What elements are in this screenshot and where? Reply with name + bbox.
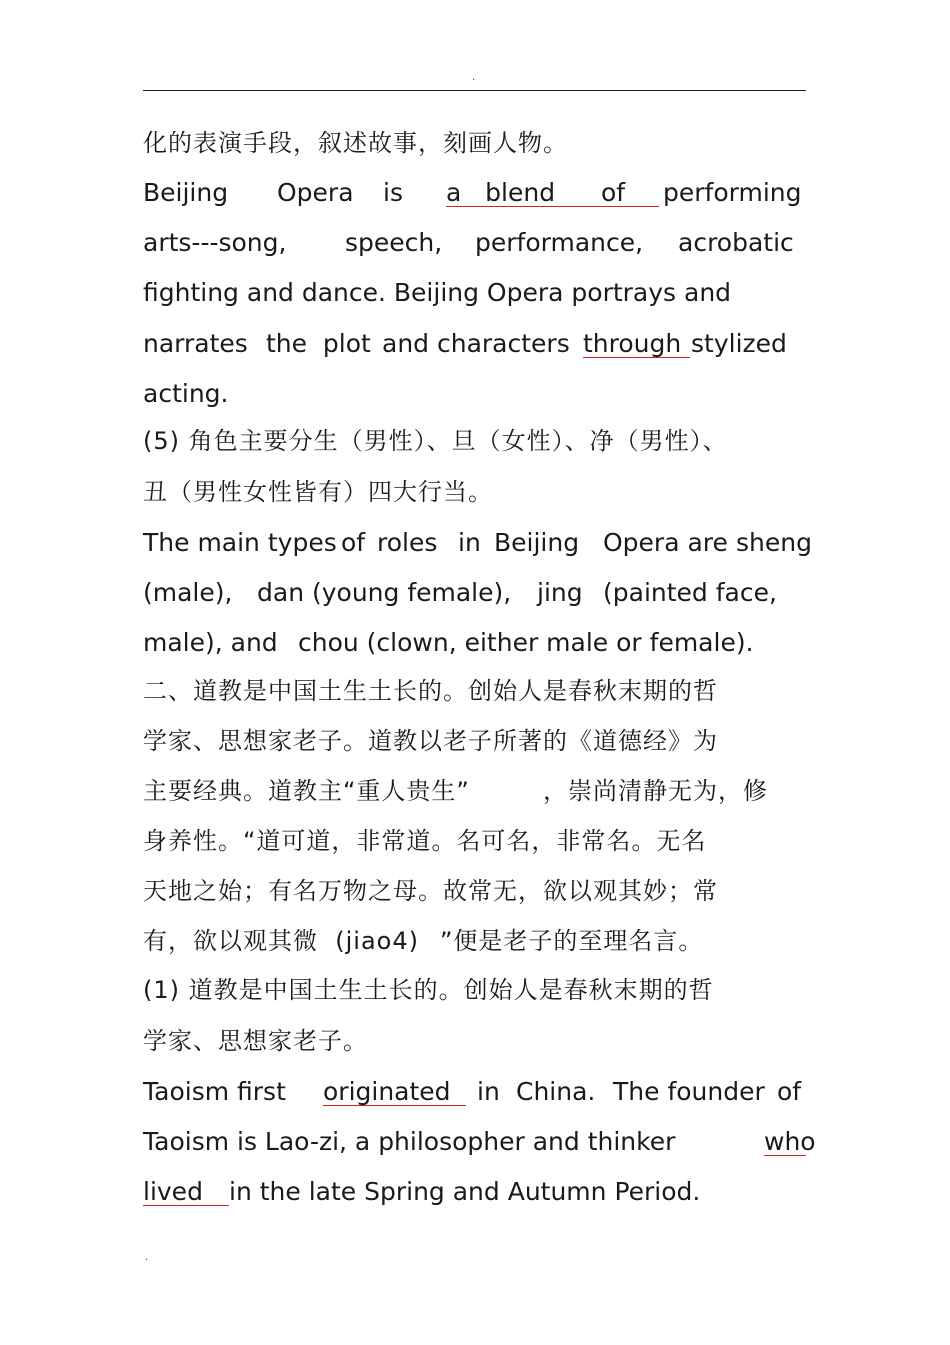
word: male), and [143, 628, 278, 657]
line-5 [143, 324, 813, 364]
line-13: 学家、思想家老子。道教以老子所著的《道德经》为 [143, 727, 718, 755]
word: Beijing [143, 178, 229, 207]
word: and characters [382, 329, 570, 358]
word: acrobatic [678, 228, 794, 257]
word: the plot [266, 329, 371, 358]
word: speech, [345, 228, 443, 257]
word: in [477, 1077, 500, 1106]
line-9 [143, 523, 813, 563]
word: through [583, 329, 682, 358]
word: sheng [736, 528, 812, 557]
line-7: (5) 角色主要分生（男性）、旦（女性）、净（男性）、 [143, 427, 728, 455]
word: The founder [613, 1077, 765, 1106]
word: Taoism first [143, 1077, 286, 1106]
line-8: 丑（男性女性皆有）四大行当。 [143, 478, 493, 506]
word: Opera [277, 178, 354, 207]
line-2 [143, 173, 813, 213]
word: stylized [691, 329, 787, 358]
line-17 [143, 921, 813, 961]
word: Taoism is Lao-zi, a philosopher and thinker [143, 1127, 676, 1156]
text-segment: ”便是老子的至理名言。 [440, 927, 704, 955]
word: narrates [143, 329, 248, 358]
line-16: 天地之始；有名万物之母。故常无，欲以观其妙；常 [143, 877, 718, 905]
line-21 [143, 1122, 816, 1162]
word: arts---song, [143, 228, 287, 257]
word: The main types [143, 528, 337, 557]
word: in [458, 528, 481, 557]
word: performance, [475, 228, 644, 257]
line-3 [143, 223, 813, 263]
word: who [764, 1127, 816, 1156]
word: originated [323, 1077, 451, 1106]
footer-dot: . [145, 1252, 149, 1263]
line-12: 二、道教是中国土生土长的。创始人是春秋末期的哲 [143, 677, 718, 705]
word: performing [663, 178, 802, 207]
blank-underline [323, 1105, 466, 1106]
word: (male), [143, 578, 233, 607]
text-segment: 有，欲以观其微 (jiao4) [143, 927, 419, 955]
header-dot: . [472, 72, 476, 83]
word: dan (young female), [257, 578, 512, 607]
word: China. [516, 1077, 596, 1106]
word: Beijing [494, 528, 580, 557]
line-18: (1) 道教是中国土生土长的。创始人是春秋末期的哲 [143, 976, 714, 1004]
word: Opera are [603, 528, 728, 557]
word: of [777, 1077, 802, 1106]
line-6: acting. [143, 379, 229, 408]
line-1: 化的表演手段，叙述故事，刻画人物。 [143, 129, 568, 157]
blank-underline [583, 357, 690, 358]
word: of [341, 528, 366, 557]
line-14 [143, 771, 813, 811]
word: roles [377, 528, 438, 557]
line-4: fighting and dance. Beijing Opera portrays and [143, 278, 732, 307]
word: a blend [446, 178, 556, 207]
text-segment: 主要经典。道教主“重人贵生” [143, 777, 470, 805]
line-11 [143, 623, 813, 663]
blank-underline [143, 1205, 229, 1206]
line-22 [143, 1172, 813, 1212]
word: (painted face, [603, 578, 777, 607]
text-segment: ，崇尚清静无为，修 [543, 777, 768, 805]
word: chou (clown, either male or female). [298, 628, 754, 657]
header-rule [143, 90, 806, 91]
line-10 [143, 573, 813, 613]
word: lived [143, 1177, 203, 1206]
word: is [383, 178, 403, 207]
line-20 [143, 1072, 813, 1112]
word: jing [537, 578, 583, 607]
blank-underline [764, 1155, 806, 1156]
line-19: 学家、思想家老子。 [143, 1027, 368, 1055]
line-15: 身养性。“道可道，非常道。名可名，非常名。无名 [143, 827, 707, 855]
word: of [601, 178, 626, 207]
word: in the late Spring and Autumn Period. [229, 1177, 701, 1206]
blank-underline [446, 206, 659, 207]
